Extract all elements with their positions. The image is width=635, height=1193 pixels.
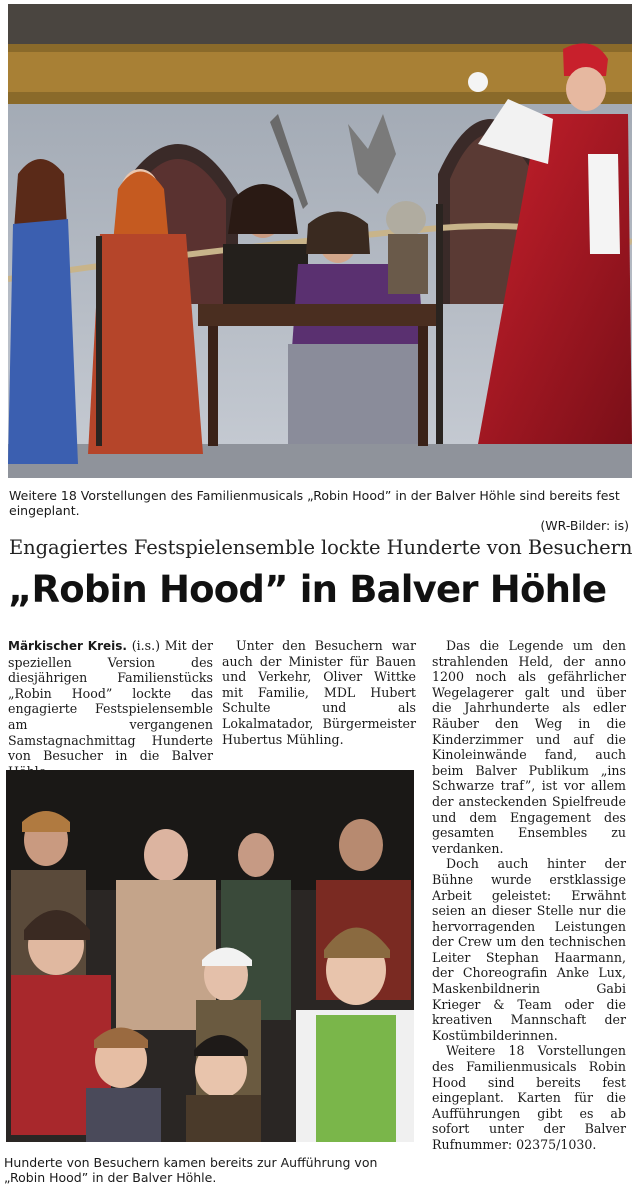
article-paragraph: Weitere 18 Vorstellungen des Familienmusicals Robin Hood sind bereits fest eingeplant. Karten für die Aufführungen gibt es ab sofort unter der Balver Rufnummer: 02375/1030. [432,1043,626,1152]
stage-photo [8,4,632,478]
article-column-3 [432,638,626,1153]
article-subheadline: Engagiertes Festspielensemble lockte Hunderte von Besuchern [9,536,633,559]
photo-credit: (WR-Bilder: is) [540,518,629,533]
article-column-1 [8,638,213,779]
stage-photo-icon [8,4,632,478]
article-paragraph [8,638,213,779]
bottom-photo-caption: Hunderte von Besuchern kamen bereits zur Aufführung von „Robin Hood” in der Balver Höhle. [4,1155,378,1185]
audience-photo [6,770,414,1142]
dateline: Märkischer Kreis. [8,639,127,653]
article-paragraph: Unter den Besuchern war auch der Minister für Bauen und Verkehr, Oliver Wittke mit Familie, MDL Hubert Schulte und als Lokalmatador, Bürgermeister Hubertus Mühling. [222,638,416,747]
top-photo-caption [9,488,629,533]
article-headline: „Robin Hood” in Balver Höhle [8,568,607,611]
top-caption-text: Weitere 18 Vorstellungen des Familienmusicals „Robin Hood” in der Balver Höhle sind bereits fest eingeplant. [9,488,620,518]
article-column-2 [222,638,416,747]
article-paragraph: Das die Legende um den strahlenden Held, der anno 1200 noch als gefährlicher Wegelagerer galt und über die Jahrhunderte als edler Räuber den Weg in die Kinderzimmer und auf die Kinoleinwände fand, auch beim Balver Publikum „ins Schwarze traf”, ist vor allem der ansteckenden Spielfreude und dem Engagement des gesamten Ensembles zu verdanken. [432,638,626,856]
article-paragraph: Doch auch hinter der Bühne wurde erstklassige Arbeit geleistet: Erwähnt seien an dieser Stelle nur die hervorragenden Leistungen der Crew um den technischen Leiter Stephan Haarmann, der Choreografin Anke Lux, Maskenbildnerin Gabi Krieger & Team oder die kreativen Mannschaft der Kostümbilderinnen. [432,856,626,1043]
paragraph-text: (i.s.) Mit der speziellen Version des diesjährigen Familienstücks „Robin Hood” lockte das engagierte Festspielensemble am vergangenen Samstagnachmittag Hunderte von Besucher in die Balver [8,638,213,764]
audience-photo-icon [6,770,414,1142]
